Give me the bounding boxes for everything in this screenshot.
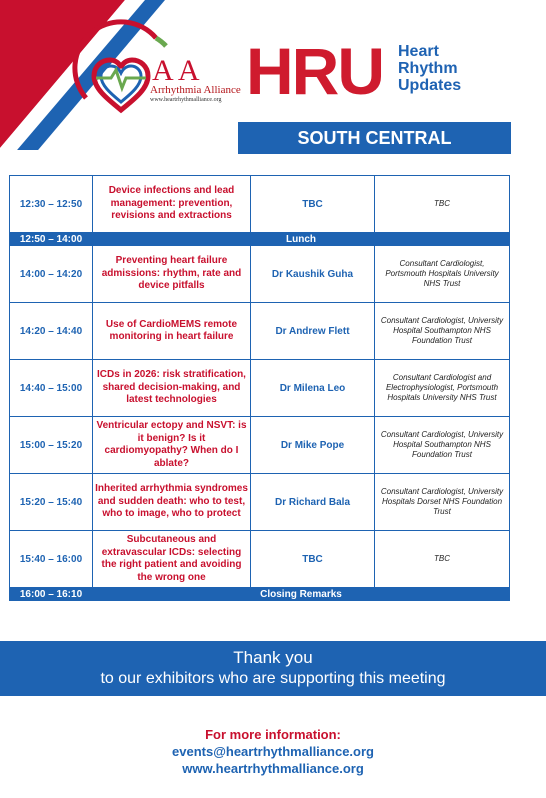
- session-speaker: Dr Andrew Flett: [251, 303, 375, 360]
- arrhythmia-alliance-logo: [66, 18, 242, 126]
- speaker-role: Consultant Cardiologist, University Hospitals Dorset NHS Foundation Trust: [375, 474, 510, 531]
- session-title: Preventing heart failure admissions: rhythm, rate and device pitfalls: [93, 246, 251, 303]
- contact-website-link[interactable]: www.heartrhythmalliance.org: [182, 761, 364, 776]
- contact-block: [0, 726, 546, 777]
- speaker-role: Consultant Cardiologist, University Hospital Southampton NHS Foundation Trust: [375, 303, 510, 360]
- speaker-role: Consultant Cardiologist, Portsmouth Hospitals University NHS Trust: [375, 246, 510, 303]
- logo-letters: A A: [152, 54, 200, 87]
- break-time: 16:00 – 16:10: [10, 588, 93, 601]
- hru-acronym: HRU: [246, 34, 383, 108]
- session-speaker: TBC: [251, 531, 375, 588]
- session-time: 14:20 – 14:40: [10, 303, 93, 360]
- hru-subtitle: [398, 43, 461, 94]
- session-row: [10, 303, 510, 360]
- break-label: Lunch: [93, 233, 510, 246]
- speaker-role: TBC: [375, 176, 510, 233]
- session-row: [10, 176, 510, 233]
- contact-heading: For more information:: [205, 727, 341, 742]
- session-speaker: Dr Kaushik Guha: [251, 246, 375, 303]
- session-time: 14:40 – 15:00: [10, 360, 93, 417]
- break-time: 12:50 – 14:00: [10, 233, 93, 246]
- break-row: [10, 588, 510, 601]
- session-row: [10, 246, 510, 303]
- session-time: 14:00 – 14:20: [10, 246, 93, 303]
- session-row: [10, 417, 510, 474]
- schedule-table: [9, 175, 510, 601]
- session-speaker: Dr Mike Pope: [251, 417, 375, 474]
- session-row: [10, 360, 510, 417]
- subtitle-line-3: Updates: [398, 77, 462, 94]
- session-row: [10, 474, 510, 531]
- subtitle-line-1: Heart: [398, 43, 439, 60]
- break-row: [10, 233, 510, 246]
- session-time: 15:20 – 15:40: [10, 474, 93, 531]
- thanks-line-1: Thank you: [233, 648, 313, 667]
- session-speaker: Dr Milena Leo: [251, 360, 375, 417]
- org-url: www.heartrhythmalliance.org: [150, 97, 222, 103]
- session-speaker: Dr Richard Bala: [251, 474, 375, 531]
- contact-email-link[interactable]: events@heartrhythmalliance.org: [172, 744, 374, 759]
- session-title: Device infections and lead management: prevention, revisions and extractions: [93, 176, 251, 233]
- session-row: [10, 531, 510, 588]
- session-time: 15:00 – 15:20: [10, 417, 93, 474]
- session-title: Subcutaneous and extravascular ICDs: selecting the right patient and avoiding the wrong one: [93, 531, 251, 588]
- speaker-role: Consultant Cardiologist and Electrophysiologist, Portsmouth Hospitals University NHS Trust: [375, 360, 510, 417]
- session-time: 12:30 – 12:50: [10, 176, 93, 233]
- session-time: 15:40 – 16:00: [10, 531, 93, 588]
- session-title: Inherited arrhythmia syndromes and sudden death: who to test, who to image, who to protect: [93, 474, 251, 531]
- org-name: Arrhythmia Alliance: [150, 84, 241, 96]
- thanks-line-2: to our exhibitors who are supporting this meeting: [100, 670, 446, 687]
- session-title: ICDs in 2026: risk stratification, shared decision-making, and latest technologies: [93, 360, 251, 417]
- speaker-role: TBC: [375, 531, 510, 588]
- speaker-role: Consultant Cardiologist, University Hospital Southampton NHS Foundation Trust: [375, 417, 510, 474]
- session-speaker: TBC: [251, 176, 375, 233]
- break-label: Closing Remarks: [93, 588, 510, 601]
- region-banner: SOUTH CENTRAL: [238, 122, 511, 154]
- subtitle-line-2: Rhythm: [398, 60, 458, 77]
- session-title: Ventricular ectopy and NSVT: is it benign? Is it cardiomyopathy? When do I ablate?: [93, 417, 251, 474]
- session-title: Use of CardioMEMS remote monitoring in heart failure: [93, 303, 251, 360]
- thanks-banner: [0, 641, 546, 696]
